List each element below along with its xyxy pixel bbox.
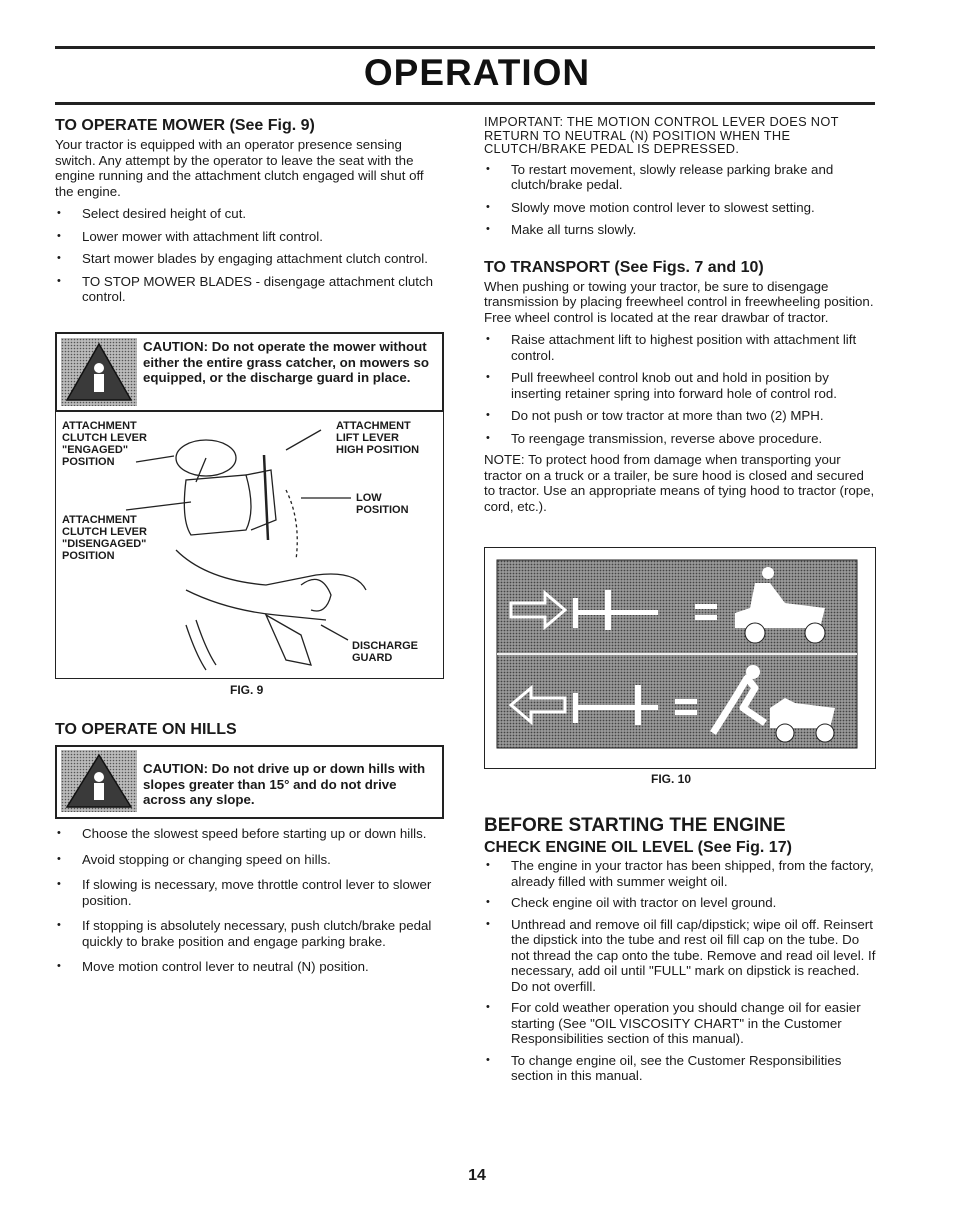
top-rule (55, 46, 875, 49)
hills-heading: TO OPERATE ON HILLS (55, 721, 237, 738)
transport-bullets (484, 332, 876, 446)
figure-10 (484, 547, 876, 769)
label-lift-high: ATTACHMENT LIFT LEVER HIGH POSITION (336, 420, 420, 456)
list-item: • To change engine oil, see the Customer Responsibilities section in this manual. (484, 1053, 876, 1084)
list-item: • To restart movement, slowly release parking brake and clutch/brake pedal. (484, 162, 876, 193)
fig10-caption: FIG. 10 (651, 772, 692, 786)
list-item: • Start mower blades by engaging attachment clutch control. (55, 251, 445, 267)
list-item: • Unthread and remove oil fill cap/dipstick; wipe oil off. Reinsert the dipstick into the tube and rest oil fill cap on the tube. Do not thread the cap onto the tube. Remove and read oil level. If necessary, add oil until "FULL" mark on dipstick is reached. Do not overfill. (484, 917, 876, 995)
list-item: • Choose the slowest speed before starting up or down hills. (55, 826, 445, 842)
list-item: • Raise attachment lift to highest position with attachment lift control. (484, 332, 876, 363)
hills-section (55, 826, 445, 975)
list-item: • Do not push or tow tractor at more than two (2) MPH. (484, 408, 876, 424)
freewheel-decal-illustration (485, 548, 875, 768)
right-top-section (484, 115, 876, 514)
important-note: IMPORTANT: THE MOTION CONTROL LEVER DOES NOT RETURN TO NEUTRAL (N) POSITION WHEN THE CLUTCH/BRAKE PEDAL IS DEPRESSED. (484, 114, 839, 156)
list-item: • The engine in your tractor has been shipped, from the factory, already filled with summer weight oil. (484, 858, 876, 889)
mower-heading: TO OPERATE MOWER (See Fig. 9) (55, 117, 315, 134)
before-starting-heading: BEFORE STARTING THE ENGINE (484, 815, 786, 836)
label-clutch-engaged: ATTACHMENT CLUTCH LEVER "ENGAGED" POSITION (62, 420, 147, 468)
before-starting-section (484, 815, 876, 1084)
list-item: • If slowing is necessary, move throttle control lever to slower position. (55, 877, 445, 908)
warning-icon (61, 338, 137, 406)
list-item: • If stopping is absolutely necessary, push clutch/brake pedal quickly to brake position and engage parking brake. (55, 918, 445, 949)
hills-caution-text: CAUTION: Do not drive up or down hills with slopes greater than 15° and do not drive across any slope. (143, 761, 426, 807)
transport-note: NOTE: To protect hood from damage when transporting your tractor on a truck or a trailer, be sure hood is closed and secured to tractor. Use an appropriate means of tying hood to tractor (rope, cord, etc.). (484, 452, 875, 514)
page-number: 14 (468, 1167, 486, 1184)
figure-9 (55, 410, 444, 679)
hills-bullets (55, 826, 445, 975)
warning-icon (61, 750, 137, 812)
mower-caution-text: CAUTION: Do not operate the mower without either the entire grass catcher, on mowers so equipped, or the discharge guard in place. (143, 339, 429, 385)
list-item: • Avoid stopping or changing speed on hills. (55, 852, 445, 868)
list-item: • Check engine oil with tractor on level ground. (484, 895, 876, 911)
list-item: • Lower mower with attachment lift control. (55, 229, 445, 245)
transport-intro: When pushing or towing your tractor, be sure to disengage transmission by placing freewheel control in freewheeling position. Free wheel control is located at the rear drawbar of tractor. (484, 278, 874, 325)
transport-heading: TO TRANSPORT (See Figs. 7 and 10) (484, 258, 764, 276)
fig9-caption: FIG. 9 (230, 683, 264, 697)
oil-level-heading: CHECK ENGINE OIL LEVEL (See Fig. 17) (484, 839, 792, 856)
title-rule (55, 102, 875, 105)
list-item: • TO STOP MOWER BLADES - disengage attachment clutch control. (55, 274, 445, 305)
mower-bullets (55, 206, 445, 305)
list-item: • Make all turns slowly. (484, 222, 876, 238)
oil-bullets (484, 858, 876, 1084)
label-clutch-disengaged: ATTACHMENT CLUTCH LEVER "DISENGAGED" POSITION (62, 514, 147, 562)
mower-section (55, 116, 445, 305)
label-discharge-guard: DISCHARGE GUARD (352, 640, 419, 664)
mower-intro: Your tractor is equipped with an operator presence sensing switch. Any attempt by the operator to leave the seat with the engine running and the attachment clutch engaged will shut off the engine. (55, 137, 424, 199)
label-low-position: LOW POSITION (356, 492, 409, 516)
list-item: • Pull freewheel control knob out and hold in position by inserting retainer spring into forward hole of control rod. (484, 370, 876, 401)
list-item: • To reengage transmission, reverse above procedure. (484, 431, 876, 447)
motion-bullets (484, 162, 876, 238)
mower-caution-box (55, 332, 444, 412)
list-item: • Slowly move motion control lever to slowest setting. (484, 200, 876, 216)
list-item: • Select desired height of cut. (55, 206, 445, 222)
hills-caution-box (55, 745, 444, 819)
page-title: OPERATION (363, 52, 591, 93)
list-item: • For cold weather operation you should change oil for easier starting (See "OIL VISCOSITY CHART" in the Customer Responsibilities section of this manual). (484, 1000, 876, 1047)
list-item: • Move motion control lever to neutral (N) position. (55, 959, 445, 975)
